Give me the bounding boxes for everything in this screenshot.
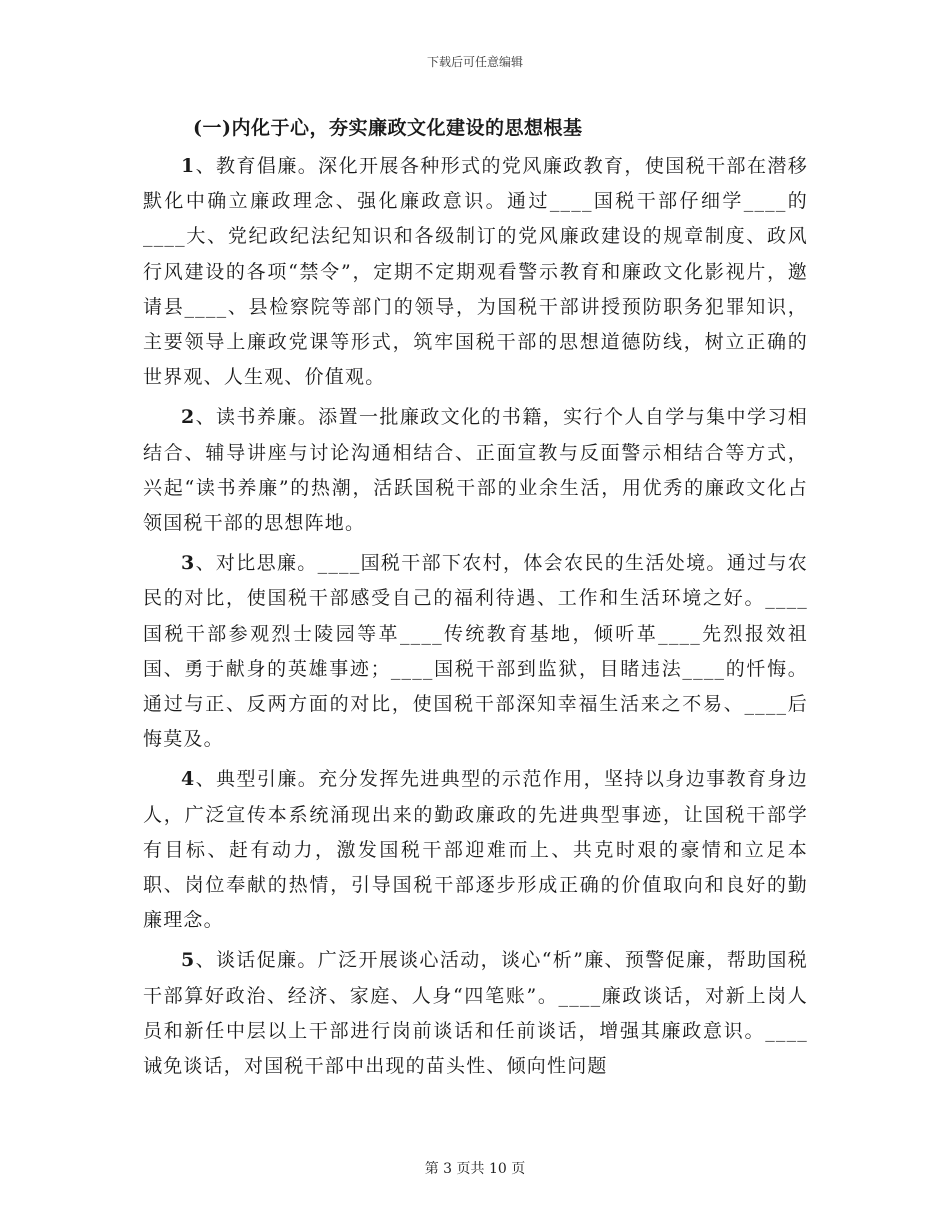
paragraph-number: 4 [181,768,196,791]
page-number-footer: 第 3 页共 10 页 [424,1161,526,1177]
paragraph-4 [143,762,808,938]
paragraph-3 [143,546,808,757]
paragraph-5 [143,943,808,1084]
paragraph-1 [143,149,808,395]
paragraph-text: 、谈话促廉。广泛开展谈心活动，谈心“析”廉、预警促廉，帮助国税干部算好政治、经济、家庭、人身“四笔账”。____廉政谈话，对新上岗人员和新任中层以上干部进行岗前谈话和任前谈话，增强其廉政意识。____诫免谈话，对国税干部中出现的苗头性、倾向性问题 [143,949,808,1078]
paragraph-number: 2 [181,406,196,429]
document-body [143,110,808,1084]
page-header-note: 下载后可任意编辑 [426,55,523,69]
paragraph-number: 3 [181,552,196,575]
paragraph-2 [143,400,808,541]
paragraph-number: 1 [181,155,196,177]
paragraph-number: 5 [181,949,196,972]
section-heading: (一)内化于心，夯实廉政文化建设的思想根基 [193,117,583,139]
paragraph-text: 、教育倡廉。深化开展各种形式的党风廉政教育，使国税干部在潜移默化中确立廉政理念、强化廉政意识。通过____国税干部仔细学____的____大、党纪政纪法纪知识和各级制订的党风廉政建设的规章制度、政风行风建设的各项“禁令”，定期不定期观看警示教育和廉政文化影视片，邀请县____、县检察院等部门的领导，为国税干部讲授预防职务犯罪知识，主要领导上廉政党课等形式，筑牢国税干部的思想道德防线，树立正确的世界观、人生观、价值观。 [143,155,808,389]
paragraph-text: 、读书养廉。添置一批廉政文化的书籍，实行个人自学与集中学习相结合、辅导讲座与讨论沟通相结合、正面宣教与反面警示相结合等方式，兴起“读书养廉”的热潮，活跃国税干部的业余生活，用优秀的廉政文化占领国税干部的思想阵地。 [143,406,808,535]
paragraph-text: 、典型引廉。充分发挥先进典型的示范作用，坚持以身边事教育身边人，广泛宣传本系统涌现出来的勤政廉政的先进典型事迹，让国税干部学有目标、赶有动力，激发国税干部迎难而上、共克时艰的豪情和立足本职、岗位奉献的热情，引导国税干部逐步形成正确的价值取向和良好的勤廉理念。 [143,768,808,932]
paragraph-text: 、对比思廉。____国税干部下农村，体会农民的生活处境。通过与农民的对比，使国税干部感受自己的福利待遇、工作和生活环境之好。____国税干部参观烈士陵园等革____传统教育基地，倾听革____先烈报效祖国、勇于献身的英雄事迹；____国税干部到监狱，目睹违法____的忏悔。通过与正、反两方面的对比，使国税干部深知幸福生活来之不易、____后悔莫及。 [143,552,808,751]
